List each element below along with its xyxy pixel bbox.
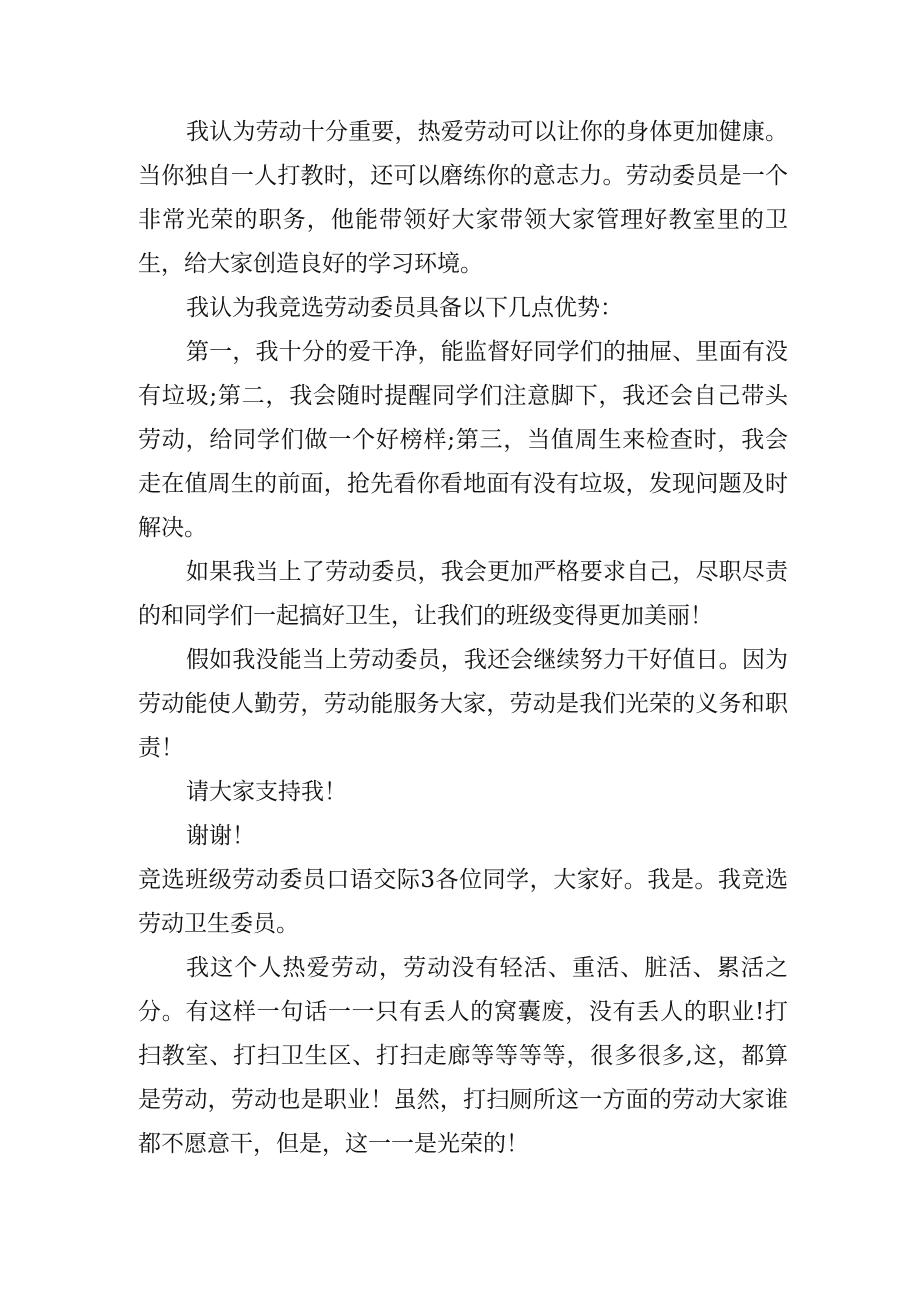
paragraph-1: 我认为劳动十分重要，热爱劳动可以让你的身体更加健康。当你独自一人打教时，还可以磨练你的意志力。劳动委员是一个非常光荣的职务，他能带领好大家带领大家管理好教室里的卫生，给大家创造良好的学习环境。 [138, 119, 788, 277]
paragraph-2: 我认为我竞选劳动委员具备以下几点优势： [186, 295, 623, 321]
paragraph-5: 假如我没能当上劳动委员，我还会继续努力干好值日。因为劳动能使人勤劳，劳动能服务大家，劳动是我们光荣的义务和职责！ [138, 647, 788, 761]
paragraph-8: 竞选班级劳动委员口语交际3各位同学，大家好。我是。我竞选劳动卫生委员。 [138, 867, 788, 937]
paragraph-4: 如果我当上了劳动委员，我会更加严格要求自己，尽职尽责的和同学们一起搞好卫生，让我们的班级变得更加美丽！ [138, 559, 788, 629]
document-body [138, 110, 788, 1166]
paragraph-6: 请大家支持我！ [186, 779, 347, 805]
paragraph-7: 谢谢！ [186, 823, 255, 849]
paragraph-9: 我这个人热爱劳动，劳动没有轻活、重活、脏活、累活之分。有这样一句话一一只有丢人的窝囊废，没有丢人的职业!打扫教室、打扫卫生区、打扫走廊等等等等，很多很多,这，都算是劳动，劳动也是职业！虽然，打扫厕所这一方面的劳动大家谁都不愿意干，但是，这一一是光荣的！ [138, 955, 788, 1157]
paragraph-3: 第一，我十分的爱干净，能监督好同学们的抽屉、里面有没有垃圾;第二，我会随时提醒同学们注意脚下，我还会自己带头劳动，给同学们做一个好榜样;第三，当值周生来检查时，我会走在值周生的前面，抢先看你看地面有没有垃圾，发现问题及时解决。 [138, 339, 788, 541]
